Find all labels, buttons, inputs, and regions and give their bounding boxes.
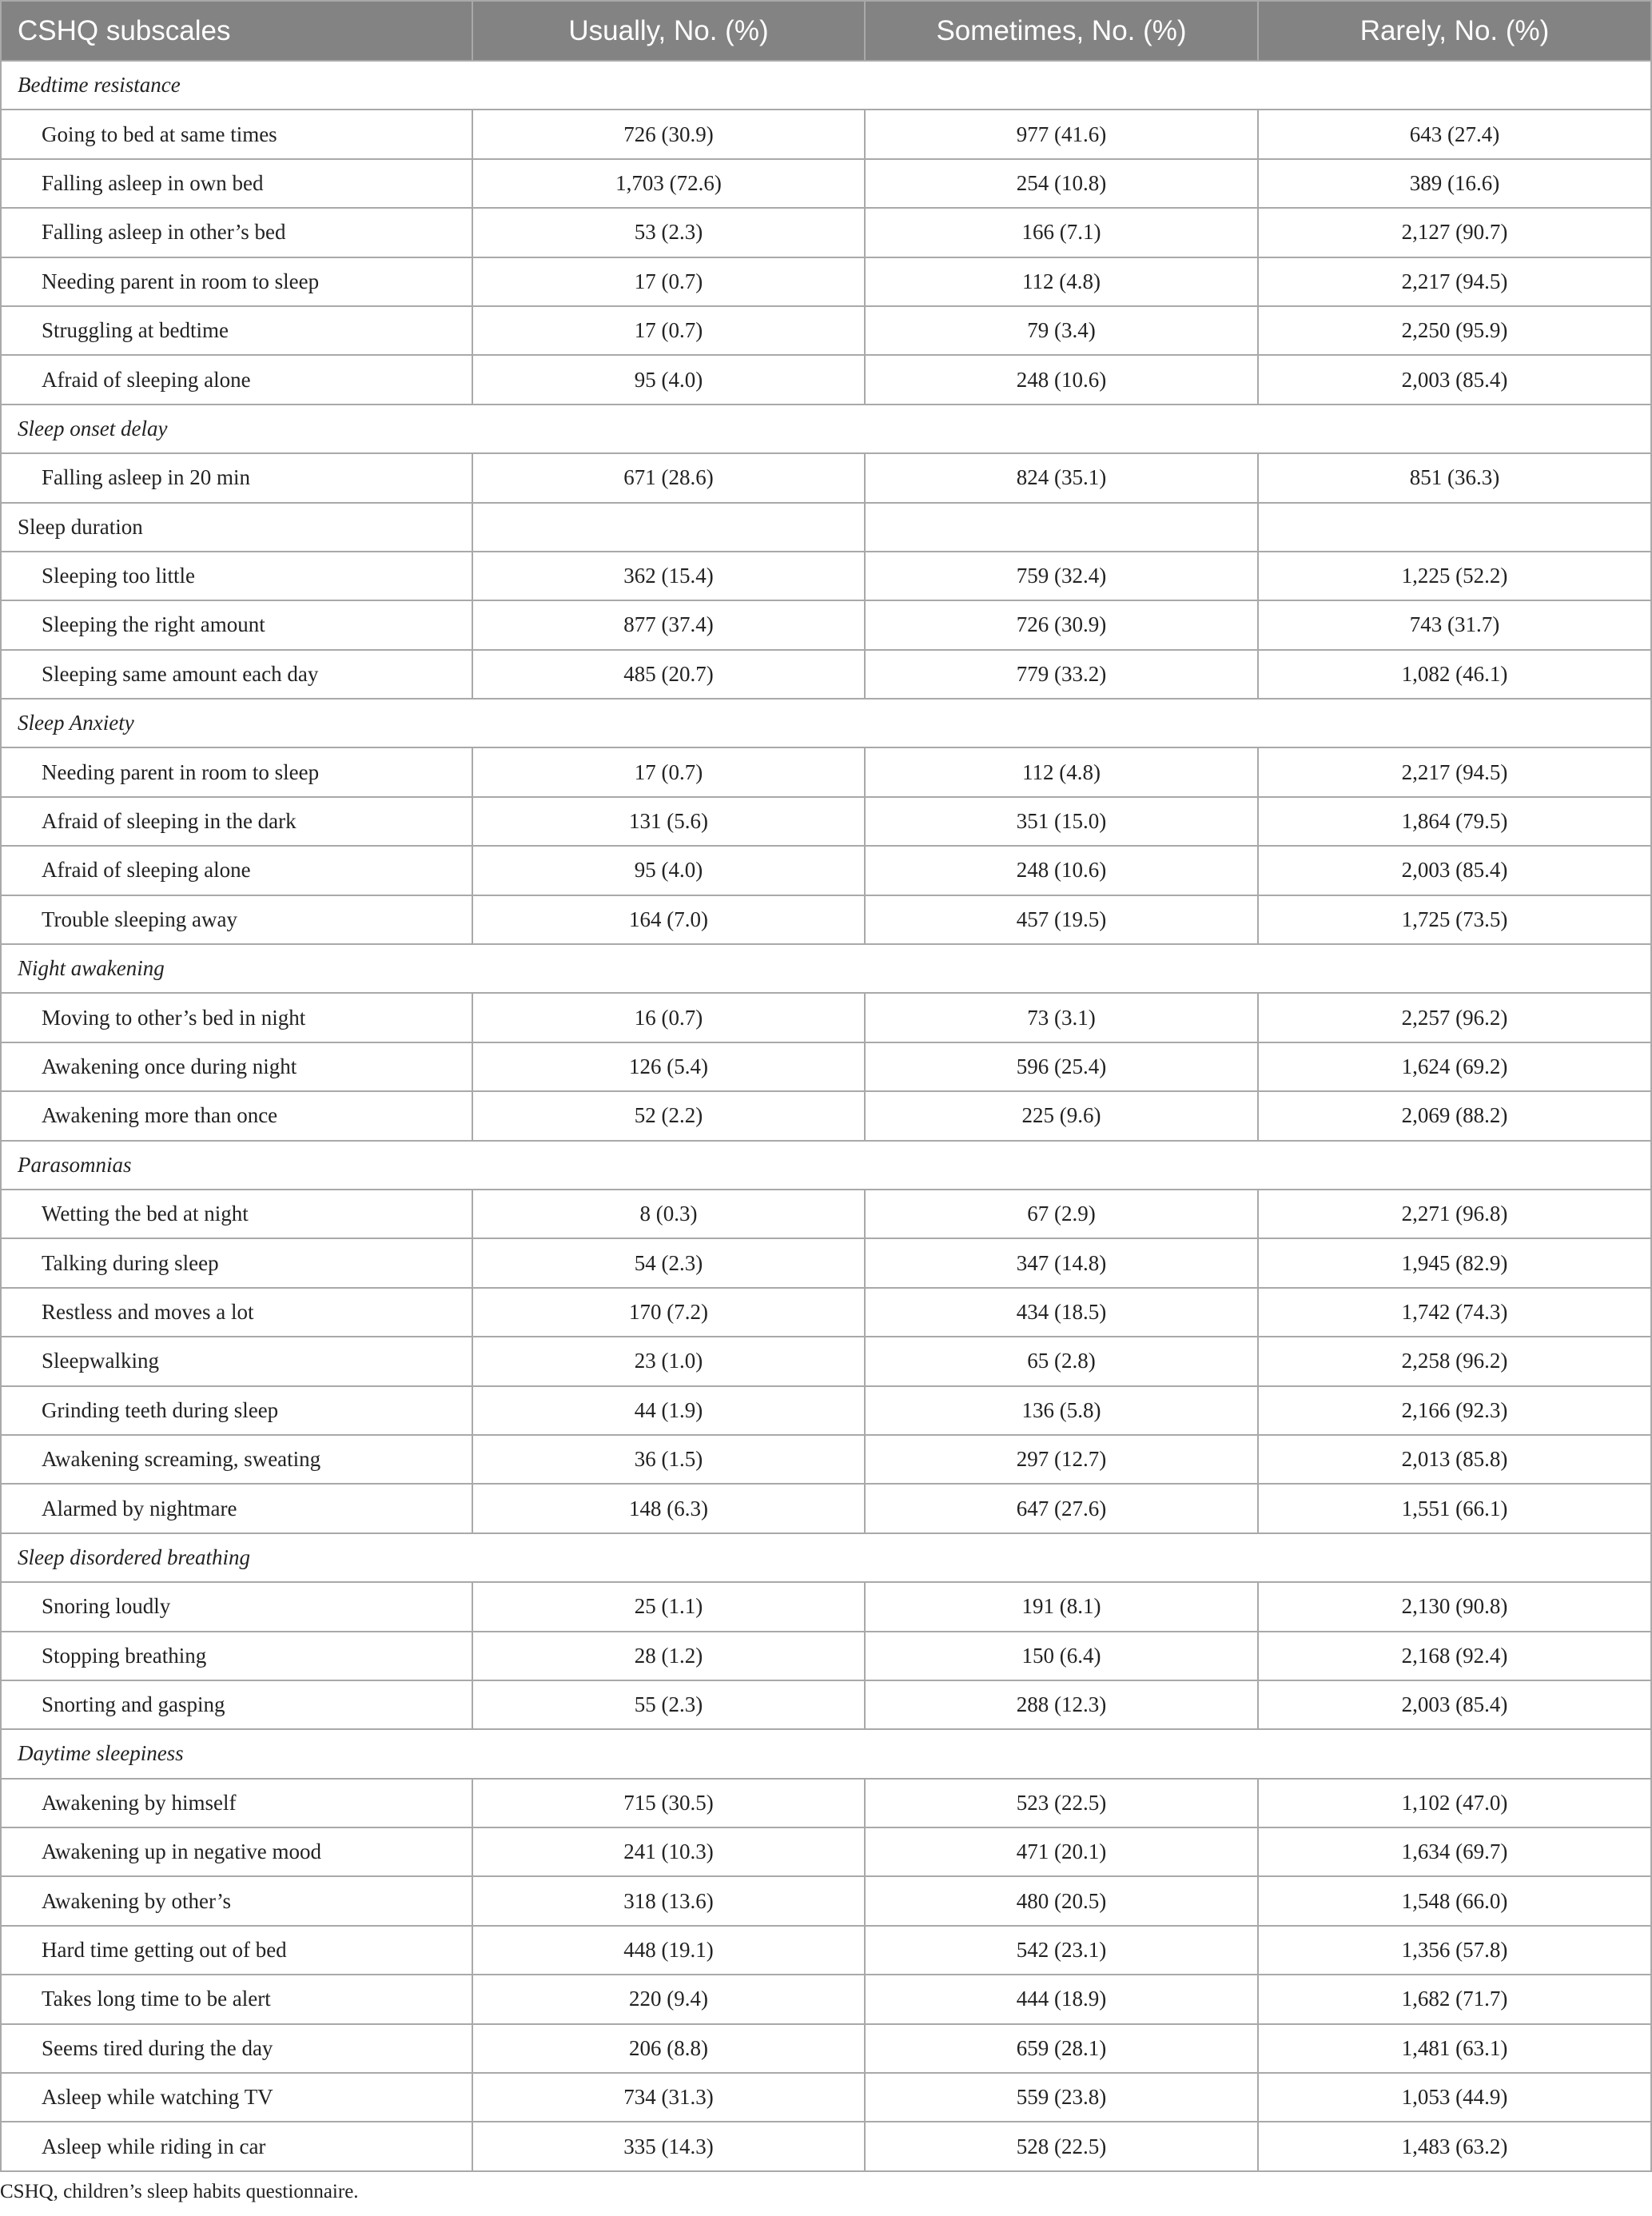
rarely-value: 2,003 (85.4) (1258, 846, 1651, 895)
sometimes-value: 67 (2.9) (865, 1190, 1258, 1238)
rarely-value: 1,356 (57.8) (1258, 1926, 1651, 1975)
usually-value: 126 (5.4) (472, 1042, 865, 1091)
item-label: Struggling at bedtime (1, 306, 472, 355)
item-label: Awakening once during night (1, 1042, 472, 1091)
usually-value: 485 (20.7) (472, 650, 865, 699)
item-label: Sleepwalking (1, 1337, 472, 1385)
rarely-value: 1,725 (73.5) (1258, 895, 1651, 944)
item-label: Snoring loudly (1, 1582, 472, 1631)
rarely-value: 1,634 (69.7) (1258, 1827, 1651, 1876)
table-row (1, 747, 1651, 796)
usually-value: 95 (4.0) (472, 355, 865, 404)
header-usually: Usually, No. (%) (472, 1, 865, 61)
item-label: Restless and moves a lot (1, 1288, 472, 1337)
sometimes-value: 248 (10.6) (865, 355, 1258, 404)
table-row (1, 1386, 1651, 1435)
section-label: Night awakening (1, 944, 1651, 993)
table-row (1, 1238, 1651, 1287)
sometimes-value: 726 (30.9) (865, 600, 1258, 649)
usually-value: 335 (14.3) (472, 2122, 865, 2170)
item-label: Afraid of sleeping alone (1, 846, 472, 895)
sometimes-value: 528 (22.5) (865, 2122, 1258, 2170)
section-row (1, 1729, 1651, 1778)
usually-value: 16 (0.7) (472, 993, 865, 1042)
usually-value: 318 (13.6) (472, 1876, 865, 1925)
rarely-value: 2,250 (95.9) (1258, 306, 1651, 355)
usually-value: 671 (28.6) (472, 453, 865, 502)
empty-cell-usually (472, 503, 865, 552)
item-label: Stopping breathing (1, 1632, 472, 1680)
table-row (1, 453, 1651, 502)
usually-value: 55 (2.3) (472, 1680, 865, 1729)
rarely-value: 2,257 (96.2) (1258, 993, 1651, 1042)
sometimes-value: 444 (18.9) (865, 1975, 1258, 2023)
table-row (1, 1337, 1651, 1385)
rarely-value: 1,483 (63.2) (1258, 2122, 1651, 2170)
rarely-value: 2,166 (92.3) (1258, 1386, 1651, 1435)
sometimes-value: 480 (20.5) (865, 1876, 1258, 1925)
item-label: Falling asleep in 20 min (1, 453, 472, 502)
rarely-value: 743 (31.7) (1258, 600, 1651, 649)
rarely-value: 1,082 (46.1) (1258, 650, 1651, 699)
rarely-value: 1,551 (66.1) (1258, 1484, 1651, 1532)
section-row (1, 503, 1651, 552)
sometimes-value: 150 (6.4) (865, 1632, 1258, 1680)
sometimes-value: 191 (8.1) (865, 1582, 1258, 1631)
table-footnote: CSHQ, children’s sleep habits questionnaire. (0, 2181, 359, 2202)
usually-value: 36 (1.5) (472, 1435, 865, 1484)
table-row (1, 2122, 1651, 2170)
usually-value: 148 (6.3) (472, 1484, 865, 1532)
table-row (1, 1926, 1651, 1975)
sometimes-value: 351 (15.0) (865, 797, 1258, 846)
item-label: Awakening screaming, sweating (1, 1435, 472, 1484)
sometimes-value: 112 (4.8) (865, 747, 1258, 796)
item-label: Asleep while watching TV (1, 2073, 472, 2122)
table-row (1, 1632, 1651, 1680)
rarely-value: 2,013 (85.8) (1258, 1435, 1651, 1484)
table-row (1, 110, 1651, 158)
sometimes-value: 65 (2.8) (865, 1337, 1258, 1385)
sometimes-value: 779 (33.2) (865, 650, 1258, 699)
sometimes-value: 288 (12.3) (865, 1680, 1258, 1729)
item-label: Falling asleep in own bed (1, 159, 472, 208)
sometimes-value: 254 (10.8) (865, 159, 1258, 208)
table-row (1, 552, 1651, 600)
item-label: Grinding teeth during sleep (1, 1386, 472, 1435)
table-row (1, 1975, 1651, 2023)
rarely-value: 1,548 (66.0) (1258, 1876, 1651, 1925)
sometimes-value: 136 (5.8) (865, 1386, 1258, 1435)
table-row (1, 797, 1651, 846)
rarely-value: 2,217 (94.5) (1258, 747, 1651, 796)
sometimes-value: 79 (3.4) (865, 306, 1258, 355)
sometimes-value: 824 (35.1) (865, 453, 1258, 502)
section-row (1, 944, 1651, 993)
section-label: Sleep disordered breathing (1, 1533, 1651, 1582)
table-row (1, 993, 1651, 1042)
header-rarely: Rarely, No. (%) (1258, 1, 1651, 61)
usually-value: 44 (1.9) (472, 1386, 865, 1435)
section-label: Sleep onset delay (1, 405, 1651, 453)
empty-cell-rarely (1258, 503, 1651, 552)
item-label: Sleeping same amount each day (1, 650, 472, 699)
section-row (1, 1141, 1651, 1190)
sometimes-value: 559 (23.8) (865, 2073, 1258, 2122)
sometimes-value: 434 (18.5) (865, 1288, 1258, 1337)
section-row (1, 61, 1651, 110)
item-label: Awakening by other’s (1, 1876, 472, 1925)
item-label: Awakening more than once (1, 1091, 472, 1140)
usually-value: 362 (15.4) (472, 552, 865, 600)
section-label: Daytime sleepiness (1, 1729, 1651, 1778)
item-label: Asleep while riding in car (1, 2122, 472, 2170)
usually-value: 52 (2.2) (472, 1091, 865, 1140)
table-row (1, 1484, 1651, 1532)
section-row (1, 699, 1651, 747)
item-label: Snorting and gasping (1, 1680, 472, 1729)
table-row (1, 1288, 1651, 1337)
sometimes-value: 166 (7.1) (865, 208, 1258, 257)
rarely-value: 2,130 (90.8) (1258, 1582, 1651, 1631)
item-label: Alarmed by nightmare (1, 1484, 472, 1532)
sometimes-value: 297 (12.7) (865, 1435, 1258, 1484)
item-label: Takes long time to be alert (1, 1975, 472, 2023)
section-row (1, 405, 1651, 453)
item-label: Needing parent in room to sleep (1, 257, 472, 306)
item-label: Afraid of sleeping alone (1, 355, 472, 404)
rarely-value: 2,168 (92.4) (1258, 1632, 1651, 1680)
rarely-value: 1,102 (47.0) (1258, 1779, 1651, 1827)
header-subscales: CSHQ subscales (1, 1, 472, 61)
table-header (1, 1, 1651, 61)
item-label: Awakening up in negative mood (1, 1827, 472, 1876)
rarely-value: 1,053 (44.9) (1258, 2073, 1651, 2122)
table-row (1, 895, 1651, 944)
rarely-value: 2,258 (96.2) (1258, 1337, 1651, 1385)
usually-value: 220 (9.4) (472, 1975, 865, 2023)
rarely-value: 1,742 (74.3) (1258, 1288, 1651, 1337)
usually-value: 95 (4.0) (472, 846, 865, 895)
sometimes-value: 248 (10.6) (865, 846, 1258, 895)
table-row (1, 1091, 1651, 1140)
item-label: Falling asleep in other’s bed (1, 208, 472, 257)
table-row (1, 1779, 1651, 1827)
empty-cell-sometimes (865, 503, 1258, 552)
item-label: Moving to other’s bed in night (1, 993, 472, 1042)
item-label: Afraid of sleeping in the dark (1, 797, 472, 846)
table-row (1, 650, 1651, 699)
rarely-value: 643 (27.4) (1258, 110, 1651, 158)
item-label: Talking during sleep (1, 1238, 472, 1287)
section-label: Bedtime resistance (1, 61, 1651, 110)
usually-value: 734 (31.3) (472, 2073, 865, 2122)
sometimes-value: 647 (27.6) (865, 1484, 1258, 1532)
usually-value: 17 (0.7) (472, 747, 865, 796)
sometimes-value: 347 (14.8) (865, 1238, 1258, 1287)
rarely-value: 2,271 (96.8) (1258, 1190, 1651, 1238)
item-label: Trouble sleeping away (1, 895, 472, 944)
usually-value: 170 (7.2) (472, 1288, 865, 1337)
usually-value: 28 (1.2) (472, 1632, 865, 1680)
sometimes-value: 471 (20.1) (865, 1827, 1258, 1876)
sometimes-value: 73 (3.1) (865, 993, 1258, 1042)
usually-value: 17 (0.7) (472, 306, 865, 355)
item-label: Hard time getting out of bed (1, 1926, 472, 1975)
rarely-value: 1,682 (71.7) (1258, 1975, 1651, 2023)
usually-value: 726 (30.9) (472, 110, 865, 158)
rarely-value: 2,217 (94.5) (1258, 257, 1651, 306)
table-row (1, 1190, 1651, 1238)
usually-value: 8 (0.3) (472, 1190, 865, 1238)
item-label: Awakening by himself (1, 1779, 472, 1827)
table-row (1, 2073, 1651, 2122)
usually-value: 25 (1.1) (472, 1582, 865, 1631)
rarely-value: 2,127 (90.7) (1258, 208, 1651, 257)
sometimes-value: 759 (32.4) (865, 552, 1258, 600)
table-row (1, 2024, 1651, 2073)
item-label: Seems tired during the day (1, 2024, 472, 2073)
rarely-value: 851 (36.3) (1258, 453, 1651, 502)
usually-value: 17 (0.7) (472, 257, 865, 306)
item-label: Wetting the bed at night (1, 1190, 472, 1238)
header-sometimes: Sometimes, No. (%) (865, 1, 1258, 61)
sometimes-value: 457 (19.5) (865, 895, 1258, 944)
section-label: Parasomnias (1, 1141, 1651, 1190)
table-row (1, 306, 1651, 355)
section-label: Sleep duration (1, 503, 472, 552)
section-label: Sleep Anxiety (1, 699, 1651, 747)
item-label: Going to bed at same times (1, 110, 472, 158)
rarely-value: 1,225 (52.2) (1258, 552, 1651, 600)
item-label: Sleeping the right amount (1, 600, 472, 649)
sometimes-value: 659 (28.1) (865, 2024, 1258, 2073)
usually-value: 206 (8.8) (472, 2024, 865, 2073)
table-row (1, 1876, 1651, 1925)
usually-value: 1,703 (72.6) (472, 159, 865, 208)
usually-value: 164 (7.0) (472, 895, 865, 944)
usually-value: 715 (30.5) (472, 1779, 865, 1827)
usually-value: 54 (2.3) (472, 1238, 865, 1287)
table-row (1, 1582, 1651, 1631)
table-row (1, 1435, 1651, 1484)
usually-value: 131 (5.6) (472, 797, 865, 846)
table-row (1, 208, 1651, 257)
sometimes-value: 596 (25.4) (865, 1042, 1258, 1091)
usually-value: 53 (2.3) (472, 208, 865, 257)
rarely-value: 2,003 (85.4) (1258, 1680, 1651, 1729)
rarely-value: 1,624 (69.2) (1258, 1042, 1651, 1091)
rarely-value: 2,003 (85.4) (1258, 355, 1651, 404)
usually-value: 241 (10.3) (472, 1827, 865, 1876)
sometimes-value: 523 (22.5) (865, 1779, 1258, 1827)
usually-value: 23 (1.0) (472, 1337, 865, 1385)
table-row (1, 355, 1651, 404)
table-row (1, 1680, 1651, 1729)
rarely-value: 2,069 (88.2) (1258, 1091, 1651, 1140)
rarely-value: 1,481 (63.1) (1258, 2024, 1651, 2073)
table-row (1, 1042, 1651, 1091)
rarely-value: 1,945 (82.9) (1258, 1238, 1651, 1287)
table-body (1, 61, 1651, 2171)
table-row (1, 159, 1651, 208)
rarely-value: 1,864 (79.5) (1258, 797, 1651, 846)
sometimes-value: 977 (41.6) (865, 110, 1258, 158)
item-label: Needing parent in room to sleep (1, 747, 472, 796)
usually-value: 877 (37.4) (472, 600, 865, 649)
table-row (1, 257, 1651, 306)
rarely-value: 389 (16.6) (1258, 159, 1651, 208)
item-label: Sleeping too little (1, 552, 472, 600)
header-row (1, 1, 1651, 61)
sometimes-value: 112 (4.8) (865, 257, 1258, 306)
usually-value: 448 (19.1) (472, 1926, 865, 1975)
table-row (1, 600, 1651, 649)
section-row (1, 1533, 1651, 1582)
sometimes-value: 225 (9.6) (865, 1091, 1258, 1140)
sometimes-value: 542 (23.1) (865, 1926, 1258, 1975)
table-row (1, 1827, 1651, 1876)
table-row (1, 846, 1651, 895)
